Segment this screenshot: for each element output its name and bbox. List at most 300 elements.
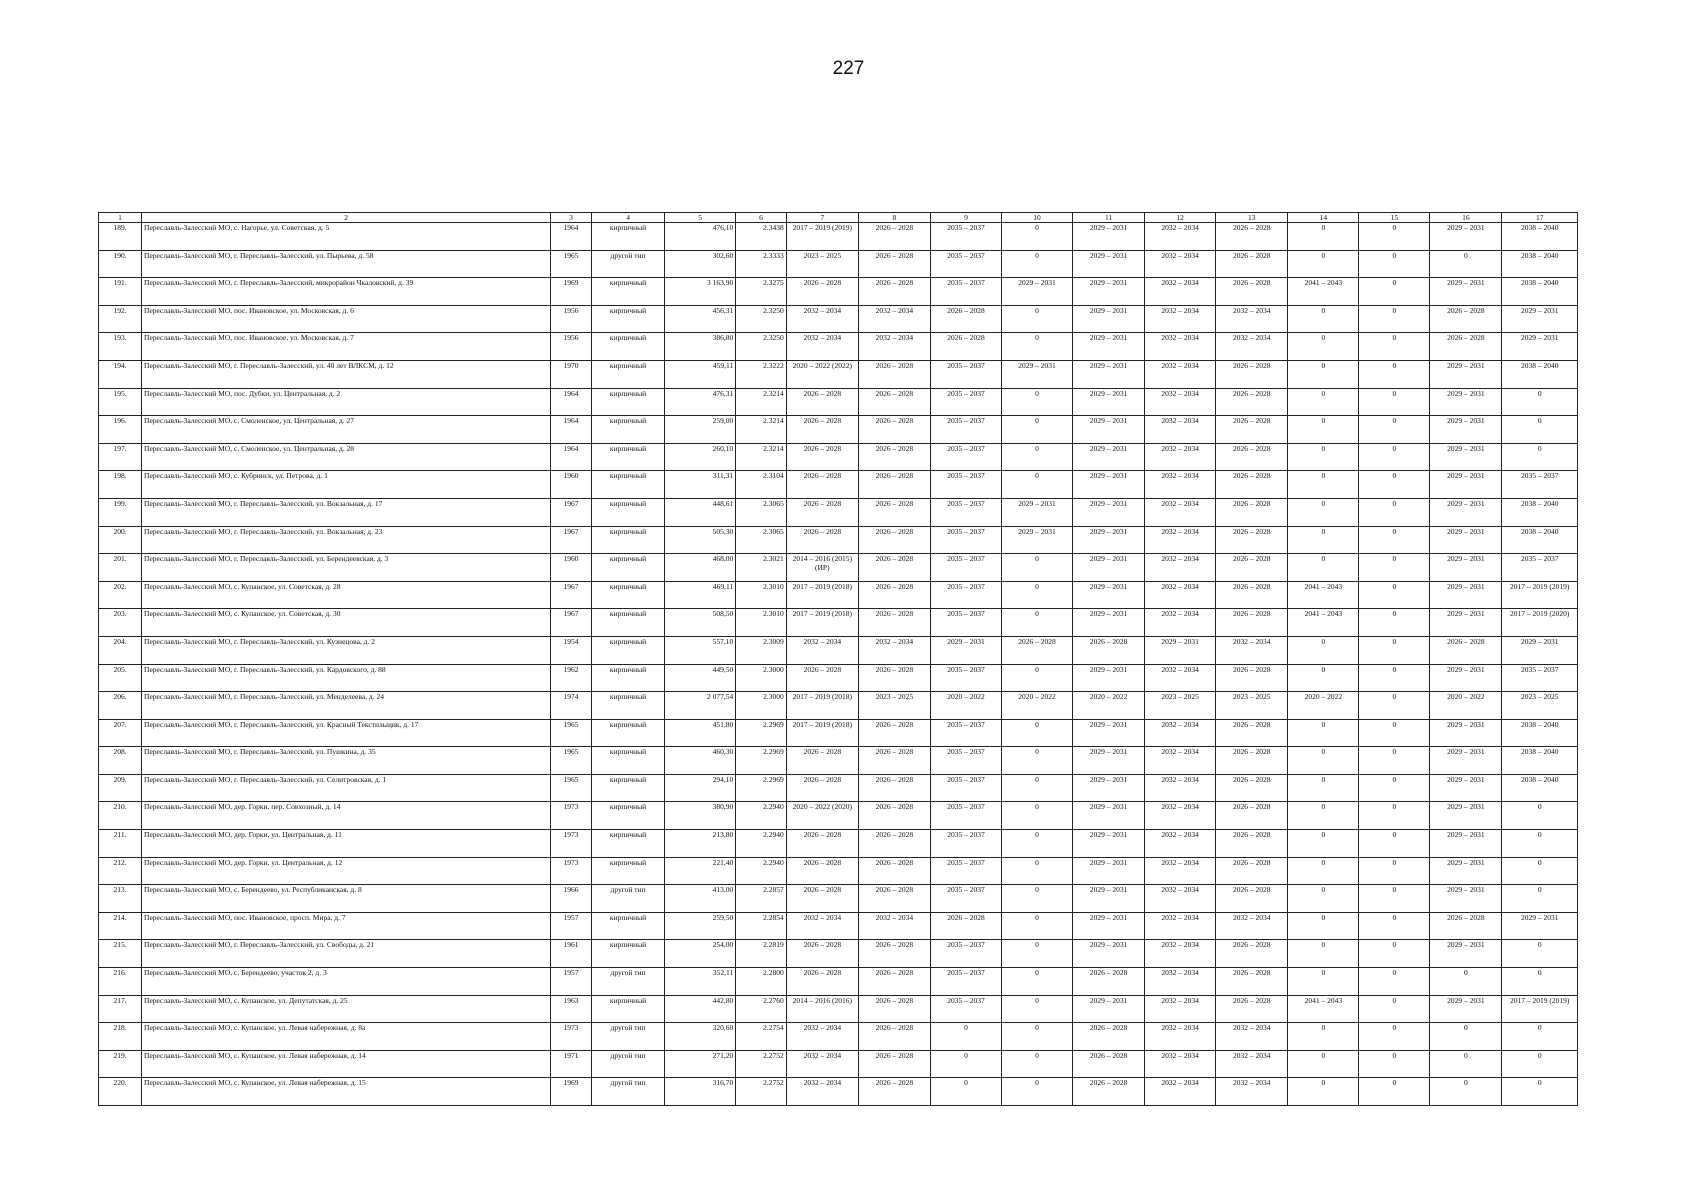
table-cell-col-7: 2026 – 2028	[786, 471, 858, 499]
table-cell-col-12: 2032 – 2034	[1145, 995, 1216, 1023]
table-row	[99, 416, 1578, 444]
table-cell-col-5: 468,00	[665, 554, 736, 582]
table-cell-col-7: 2026 – 2028	[786, 774, 858, 802]
table-cell-col-13: 2026 – 2028	[1216, 885, 1288, 913]
table-cell-col-6: 2.3104	[736, 471, 787, 499]
table-row	[99, 471, 1578, 499]
table-cell-col-6: 2.3010	[736, 609, 787, 637]
table-cell-col-5: 508,50	[665, 609, 736, 637]
table-cell-col-3: 1965	[551, 250, 592, 278]
table-cell-col-2: Переславль-Залесский МО, пос. Ивановское, ул. Московская, д. 6	[142, 305, 551, 333]
table-cell-col-10: 2029 – 2031	[1002, 360, 1073, 388]
table-cell-col-2: Переславль-Залесский МО, с. Берендеево, ул. Республиканская, д. 8	[142, 885, 551, 913]
table-cell-col-12: 2029 – 2031	[1145, 636, 1216, 664]
table-cell-col-1: 220.	[99, 1078, 142, 1106]
table-cell-col-15: 0	[1359, 1050, 1430, 1078]
table-cell-col-11: 2029 – 2031	[1073, 388, 1145, 416]
table-cell-col-9: 2020 – 2022	[930, 692, 1001, 720]
table-cell-col-6: 2.2969	[736, 774, 787, 802]
table-cell-col-17: 0	[1502, 1078, 1578, 1106]
table-cell-col-15: 0	[1359, 664, 1430, 692]
table-cell-col-11: 2029 – 2031	[1073, 554, 1145, 582]
table-cell-col-10: 0	[1002, 416, 1073, 444]
table-cell-col-13: 2026 – 2028	[1216, 940, 1288, 968]
table-cell-col-11: 2029 – 2031	[1073, 498, 1145, 526]
table-cell-col-5: 294,10	[665, 774, 736, 802]
table-cell-col-14: 0	[1288, 1023, 1359, 1051]
table-cell-col-12: 2032 – 2034	[1145, 940, 1216, 968]
table-cell-col-7: 2026 – 2028	[786, 664, 858, 692]
table-cell-col-7: 2020 – 2022 (2022)	[786, 360, 858, 388]
table-cell-col-16: 2026 – 2028	[1430, 636, 1502, 664]
table-cell-col-11: 2026 – 2028	[1073, 1023, 1145, 1051]
table-cell-col-10: 0	[1002, 802, 1073, 830]
table-cell-col-13: 2026 – 2028	[1216, 968, 1288, 996]
table-cell-col-2: Переславль-Залесский МО, с. Купанское, ул. Левая набережная, д. 14	[142, 1050, 551, 1078]
column-header-16: 16	[1430, 213, 1502, 223]
table-cell-col-5: 213,80	[665, 830, 736, 858]
table-cell-col-10: 0	[1002, 443, 1073, 471]
table-cell-col-17: 2017 – 2019 (2020)	[1502, 609, 1578, 637]
table-cell-col-17: 2023 – 2025	[1502, 692, 1578, 720]
table-cell-col-3: 1973	[551, 857, 592, 885]
table-cell-col-8: 2026 – 2028	[858, 747, 930, 775]
table-cell-col-5: 456,31	[665, 305, 736, 333]
table-cell-col-10: 0	[1002, 1050, 1073, 1078]
table-cell-col-17: 2035 – 2037	[1502, 554, 1578, 582]
table-cell-col-5: 476,10	[665, 223, 736, 251]
table-cell-col-16: 2029 – 2031	[1430, 774, 1502, 802]
table-cell-col-14: 0	[1288, 747, 1359, 775]
table-cell-col-4: кирпичный	[591, 747, 664, 775]
table-cell-col-4: другой тип	[591, 885, 664, 913]
table-cell-col-11: 2029 – 2031	[1073, 526, 1145, 554]
table-cell-col-15: 0	[1359, 968, 1430, 996]
table-cell-col-3: 1954	[551, 636, 592, 664]
table-cell-col-3: 1964	[551, 443, 592, 471]
table-cell-col-10: 2029 – 2031	[1002, 526, 1073, 554]
table-cell-col-13: 2026 – 2028	[1216, 830, 1288, 858]
table-cell-col-4: кирпичный	[591, 664, 664, 692]
table-cell-col-5: 469,11	[665, 581, 736, 609]
table-cell-col-7: 2026 – 2028	[786, 526, 858, 554]
table-cell-col-2: Переславль-Залесский МО, г. Переславль-Залесский, ул. Вокзальная, д. 17	[142, 498, 551, 526]
table-cell-col-16: 2029 – 2031	[1430, 554, 1502, 582]
table-cell-col-16: 2029 – 2031	[1430, 360, 1502, 388]
table-cell-col-10: 0	[1002, 774, 1073, 802]
table-cell-col-8: 2026 – 2028	[858, 443, 930, 471]
table-cell-col-15: 0	[1359, 554, 1430, 582]
table-cell-col-5: 260,10	[665, 443, 736, 471]
table-cell-col-4: кирпичный	[591, 581, 664, 609]
table-cell-col-9: 0	[930, 1023, 1001, 1051]
table-cell-col-8: 2026 – 2028	[858, 250, 930, 278]
table-cell-col-9: 2035 – 2037	[930, 664, 1001, 692]
table-cell-col-3: 1973	[551, 1023, 592, 1051]
table-cell-col-6: 2.3214	[736, 443, 787, 471]
column-header-17: 17	[1502, 213, 1578, 223]
table-cell-col-5: 320,60	[665, 1023, 736, 1051]
table-cell-col-2: Переславль-Залесский МО, с. Кубринск, ул. Петрова, д. 1	[142, 471, 551, 499]
table-cell-col-4: другой тип	[591, 1078, 664, 1106]
table-cell-col-15: 0	[1359, 1078, 1430, 1106]
table-row	[99, 664, 1578, 692]
table-cell-col-3: 1956	[551, 305, 592, 333]
table-cell-col-5: 3 163,90	[665, 278, 736, 306]
table-cell-col-15: 0	[1359, 609, 1430, 637]
table-cell-col-17: 2035 – 2037	[1502, 471, 1578, 499]
table-cell-col-16: 2029 – 2031	[1430, 471, 1502, 499]
column-header-3: 3	[551, 213, 592, 223]
table-cell-col-15: 0	[1359, 416, 1430, 444]
table-cell-col-9: 2035 – 2037	[930, 498, 1001, 526]
column-header-1: 1	[99, 213, 142, 223]
table-cell-col-11: 2029 – 2031	[1073, 857, 1145, 885]
table-cell-col-12: 2032 – 2034	[1145, 223, 1216, 251]
table-cell-col-17: 0	[1502, 1023, 1578, 1051]
table-cell-col-2: Переславль-Залесский МО, г. Переславль-Залесский, ул. Менделеева, д. 24	[142, 692, 551, 720]
table-cell-col-12: 2032 – 2034	[1145, 968, 1216, 996]
table-cell-col-9: 2035 – 2037	[930, 940, 1001, 968]
table-cell-col-13: 2026 – 2028	[1216, 278, 1288, 306]
table-cell-col-14: 2041 – 2043	[1288, 581, 1359, 609]
table-cell-col-17: 0	[1502, 802, 1578, 830]
table-cell-col-17: 2038 – 2040	[1502, 498, 1578, 526]
table-cell-col-14: 2041 – 2043	[1288, 609, 1359, 637]
table-cell-col-16: 2029 – 2031	[1430, 802, 1502, 830]
table-cell-col-12: 2032 – 2034	[1145, 747, 1216, 775]
table-cell-col-6: 2.3250	[736, 305, 787, 333]
table-cell-col-13: 2026 – 2028	[1216, 554, 1288, 582]
table-row	[99, 830, 1578, 858]
table-cell-col-8: 2026 – 2028	[858, 995, 930, 1023]
table-cell-col-10: 0	[1002, 747, 1073, 775]
table-cell-col-1: 199.	[99, 498, 142, 526]
table-cell-col-7: 2026 – 2028	[786, 416, 858, 444]
table-cell-col-10: 0	[1002, 223, 1073, 251]
table-cell-col-4: кирпичный	[591, 360, 664, 388]
table-cell-col-9: 2035 – 2037	[930, 250, 1001, 278]
table-cell-col-1: 217.	[99, 995, 142, 1023]
table-cell-col-3: 1962	[551, 664, 592, 692]
table-cell-col-13: 2026 – 2028	[1216, 416, 1288, 444]
table-cell-col-13: 2026 – 2028	[1216, 802, 1288, 830]
table-cell-col-14: 0	[1288, 554, 1359, 582]
table-cell-col-14: 0	[1288, 857, 1359, 885]
table-cell-col-11: 2029 – 2031	[1073, 278, 1145, 306]
table-cell-col-7: 2026 – 2028	[786, 940, 858, 968]
table-cell-col-16: 2029 – 2031	[1430, 719, 1502, 747]
table-cell-col-4: кирпичный	[591, 636, 664, 664]
table-cell-col-9: 2026 – 2028	[930, 333, 1001, 361]
table-cell-col-3: 1967	[551, 526, 592, 554]
table-cell-col-1: 208.	[99, 747, 142, 775]
table-cell-col-12: 2032 – 2034	[1145, 719, 1216, 747]
table-cell-col-6: 2.3021	[736, 554, 787, 582]
table-cell-col-7: 2032 – 2034	[786, 305, 858, 333]
table-cell-col-6: 2.2752	[736, 1078, 787, 1106]
table-cell-col-2: Переславль-Залесский МО, с. Смоленское, ул. Центральная, д. 27	[142, 416, 551, 444]
table-cell-col-15: 0	[1359, 443, 1430, 471]
table-cell-col-15: 0	[1359, 692, 1430, 720]
table-cell-col-16: 2029 – 2031	[1430, 857, 1502, 885]
table-row	[99, 940, 1578, 968]
table-cell-col-10: 0	[1002, 995, 1073, 1023]
table-cell-col-15: 0	[1359, 250, 1430, 278]
table-cell-col-11: 2029 – 2031	[1073, 609, 1145, 637]
table-cell-col-16: 2029 – 2031	[1430, 830, 1502, 858]
table-cell-col-13: 2026 – 2028	[1216, 747, 1288, 775]
table-cell-col-3: 1970	[551, 360, 592, 388]
table-cell-col-11: 2029 – 2031	[1073, 471, 1145, 499]
table-row	[99, 802, 1578, 830]
table-cell-col-14: 0	[1288, 719, 1359, 747]
table-cell-col-17: 2017 – 2019 (2019)	[1502, 995, 1578, 1023]
table-cell-col-17: 0	[1502, 940, 1578, 968]
table-cell-col-17: 0	[1502, 1050, 1578, 1078]
table-cell-col-6: 2.2940	[736, 830, 787, 858]
table-cell-col-6: 2.2800	[736, 968, 787, 996]
table-cell-col-12: 2032 – 2034	[1145, 830, 1216, 858]
table-cell-col-2: Переславль-Залесский МО, дер. Горки, ул. Центральная, д. 11	[142, 830, 551, 858]
table-cell-col-11: 2020 – 2022	[1073, 692, 1145, 720]
table-cell-col-14: 0	[1288, 940, 1359, 968]
table-cell-col-17: 2038 – 2040	[1502, 223, 1578, 251]
table-cell-col-5: 460,30	[665, 747, 736, 775]
table-cell-col-12: 2032 – 2034	[1145, 498, 1216, 526]
table-cell-col-6: 2.3222	[736, 360, 787, 388]
table-cell-col-9: 2035 – 2037	[930, 360, 1001, 388]
table-cell-col-9: 2035 – 2037	[930, 443, 1001, 471]
table-cell-col-6: 2.3333	[736, 250, 787, 278]
table-cell-col-14: 0	[1288, 664, 1359, 692]
table-cell-col-2: Переславль-Залесский МО, г. Переславль-Залесский, ул. Пырьева, д. 58	[142, 250, 551, 278]
table-cell-col-7: 2017 – 2019 (2018)	[786, 692, 858, 720]
table-cell-col-14: 0	[1288, 416, 1359, 444]
table-cell-col-2: Переславль-Залесский МО, г. Переславль-Залесский, ул. Пушкина, д. 35	[142, 747, 551, 775]
table-cell-col-11: 2029 – 2031	[1073, 912, 1145, 940]
table-cell-col-17: 2029 – 2031	[1502, 305, 1578, 333]
table-cell-col-16: 2029 – 2031	[1430, 747, 1502, 775]
table-cell-col-1: 202.	[99, 581, 142, 609]
table-cell-col-7: 2026 – 2028	[786, 498, 858, 526]
table-cell-col-1: 218.	[99, 1023, 142, 1051]
table-cell-col-17: 2029 – 2031	[1502, 333, 1578, 361]
table-cell-col-13: 2032 – 2034	[1216, 305, 1288, 333]
table-cell-col-7: 2032 – 2034	[786, 636, 858, 664]
table-cell-col-16: 2029 – 2031	[1430, 664, 1502, 692]
table-cell-col-3: 1964	[551, 223, 592, 251]
table-cell-col-11: 2029 – 2031	[1073, 774, 1145, 802]
table-row	[99, 223, 1578, 251]
table-cell-col-7: 2014 – 2016 (2016)	[786, 995, 858, 1023]
table-cell-col-6: 2.2854	[736, 912, 787, 940]
table-cell-col-5: 449,50	[665, 664, 736, 692]
table-cell-col-16: 0	[1430, 250, 1502, 278]
table-cell-col-14: 0	[1288, 1078, 1359, 1106]
table-cell-col-4: кирпичный	[591, 471, 664, 499]
table-cell-col-6: 2.3214	[736, 388, 787, 416]
table-cell-col-8: 2026 – 2028	[858, 857, 930, 885]
table-cell-col-14: 0	[1288, 471, 1359, 499]
column-header-10: 10	[1002, 213, 1073, 223]
table-cell-col-9: 2035 – 2037	[930, 278, 1001, 306]
table-cell-col-10: 0	[1002, 333, 1073, 361]
table-cell-col-12: 2032 – 2034	[1145, 857, 1216, 885]
table-cell-col-17: 2038 – 2040	[1502, 278, 1578, 306]
table-cell-col-2: Переславль-Залесский МО, дер. Горки, ул. Центральная, д. 12	[142, 857, 551, 885]
table-cell-col-11: 2026 – 2028	[1073, 1050, 1145, 1078]
table-cell-col-4: кирпичный	[591, 223, 664, 251]
table-cell-col-14: 0	[1288, 223, 1359, 251]
table-cell-col-8: 2026 – 2028	[858, 526, 930, 554]
table-cell-col-15: 0	[1359, 636, 1430, 664]
table-cell-col-13: 2026 – 2028	[1216, 360, 1288, 388]
table-cell-col-11: 2029 – 2031	[1073, 995, 1145, 1023]
table-cell-col-4: кирпичный	[591, 333, 664, 361]
table-cell-col-4: кирпичный	[591, 692, 664, 720]
table-cell-col-3: 1969	[551, 278, 592, 306]
table-cell-col-14: 0	[1288, 305, 1359, 333]
table-cell-col-16: 2029 – 2031	[1430, 609, 1502, 637]
table-cell-col-15: 0	[1359, 830, 1430, 858]
table-cell-col-2: Переславль-Залесский МО, пос. Ивановское, ул. Московская, д. 7	[142, 333, 551, 361]
table-row	[99, 443, 1578, 471]
table-cell-col-12: 2032 – 2034	[1145, 1023, 1216, 1051]
table-cell-col-13: 2023 – 2025	[1216, 692, 1288, 720]
table-cell-col-8: 2026 – 2028	[858, 1078, 930, 1106]
table-cell-col-13: 2026 – 2028	[1216, 609, 1288, 637]
table-cell-col-3: 1967	[551, 609, 592, 637]
table-cell-col-16: 2029 – 2031	[1430, 278, 1502, 306]
table-cell-col-5: 2 077,54	[665, 692, 736, 720]
table-cell-col-14: 0	[1288, 968, 1359, 996]
table-cell-col-10: 0	[1002, 664, 1073, 692]
table-cell-col-1: 214.	[99, 912, 142, 940]
table-row	[99, 305, 1578, 333]
table-cell-col-4: другой тип	[591, 1050, 664, 1078]
table-cell-col-16: 2029 – 2031	[1430, 995, 1502, 1023]
table-cell-col-16: 2029 – 2031	[1430, 443, 1502, 471]
table-cell-col-2: Переславль-Залесский МО, г. Переславль-Залесский, ул. Селитровская, д. 1	[142, 774, 551, 802]
table-cell-col-6: 2.3250	[736, 333, 787, 361]
table-cell-col-6: 2.3010	[736, 581, 787, 609]
table-cell-col-12: 2032 – 2034	[1145, 802, 1216, 830]
table-cell-col-4: кирпичный	[591, 940, 664, 968]
table-cell-col-8: 2032 – 2034	[858, 636, 930, 664]
table-row	[99, 968, 1578, 996]
table-cell-col-16: 2026 – 2028	[1430, 305, 1502, 333]
table-cell-col-12: 2032 – 2034	[1145, 609, 1216, 637]
table-cell-col-3: 1957	[551, 912, 592, 940]
table-cell-col-7: 2023 – 2025	[786, 250, 858, 278]
table-cell-col-1: 204.	[99, 636, 142, 664]
table-row	[99, 719, 1578, 747]
table-cell-col-16: 2029 – 2031	[1430, 498, 1502, 526]
table-cell-col-13: 2026 – 2028	[1216, 443, 1288, 471]
table-cell-col-11: 2026 – 2028	[1073, 1078, 1145, 1106]
table-cell-col-2: Переславль-Залесский МО, с. Купанское, ул. Депутатская, д. 25	[142, 995, 551, 1023]
table-cell-col-8: 2026 – 2028	[858, 802, 930, 830]
table-cell-col-5: 459,11	[665, 360, 736, 388]
table-cell-col-15: 0	[1359, 774, 1430, 802]
table-row	[99, 498, 1578, 526]
table-cell-col-2: Переславль-Залесский МО, пос. Дубки, ул. Центральная, д. 2	[142, 388, 551, 416]
table-cell-col-6: 2.2752	[736, 1050, 787, 1078]
table-cell-col-17: 2017 – 2019 (2019)	[1502, 581, 1578, 609]
table-cell-col-10: 0	[1002, 305, 1073, 333]
table-cell-col-13: 2026 – 2028	[1216, 526, 1288, 554]
table-cell-col-13: 2026 – 2028	[1216, 388, 1288, 416]
table-cell-col-7: 2026 – 2028	[786, 857, 858, 885]
table-cell-col-14: 0	[1288, 360, 1359, 388]
table-cell-col-1: 195.	[99, 388, 142, 416]
table-cell-col-3: 1965	[551, 719, 592, 747]
table-cell-col-9: 2035 – 2037	[930, 968, 1001, 996]
table-cell-col-4: кирпичный	[591, 609, 664, 637]
table-cell-col-17: 2038 – 2040	[1502, 774, 1578, 802]
table-cell-col-10: 0	[1002, 250, 1073, 278]
table-row	[99, 912, 1578, 940]
table-cell-col-5: 302,60	[665, 250, 736, 278]
column-header-11: 11	[1073, 213, 1145, 223]
table-cell-col-10: 2029 – 2031	[1002, 278, 1073, 306]
table-cell-col-5: 380,90	[665, 802, 736, 830]
table-cell-col-12: 2032 – 2034	[1145, 664, 1216, 692]
table-cell-col-4: кирпичный	[591, 802, 664, 830]
table-cell-col-9: 2035 – 2037	[930, 802, 1001, 830]
table-cell-col-11: 2029 – 2031	[1073, 940, 1145, 968]
table-cell-col-13: 2026 – 2028	[1216, 774, 1288, 802]
table-cell-col-3: 1960	[551, 471, 592, 499]
table-cell-col-15: 0	[1359, 995, 1430, 1023]
table-cell-col-2: Переславль-Залесский МО, г. Переславль-Залесский, ул. Вокзальная, д. 23	[142, 526, 551, 554]
table-row	[99, 995, 1578, 1023]
table-cell-col-17: 0	[1502, 388, 1578, 416]
table-cell-col-10: 0	[1002, 912, 1073, 940]
table-cell-col-8: 2026 – 2028	[858, 885, 930, 913]
table-cell-col-13: 2032 – 2034	[1216, 1078, 1288, 1106]
table-cell-col-4: другой тип	[591, 250, 664, 278]
table-cell-col-1: 196.	[99, 416, 142, 444]
table-cell-col-16: 2026 – 2028	[1430, 912, 1502, 940]
table-cell-col-5: 505,30	[665, 526, 736, 554]
table-cell-col-10: 0	[1002, 1023, 1073, 1051]
column-header-6: 6	[736, 213, 787, 223]
table-cell-col-3: 1967	[551, 498, 592, 526]
table-cell-col-16: 2020 – 2022	[1430, 692, 1502, 720]
table-cell-col-7: 2032 – 2034	[786, 912, 858, 940]
table-cell-col-8: 2026 – 2028	[858, 719, 930, 747]
table-cell-col-5: 352,11	[665, 968, 736, 996]
table-row	[99, 636, 1578, 664]
table-cell-col-10: 2029 – 2031	[1002, 498, 1073, 526]
table-cell-col-17: 2029 – 2031	[1502, 636, 1578, 664]
table-cell-col-16: 2029 – 2031	[1430, 416, 1502, 444]
table-cell-col-6: 2.3000	[736, 692, 787, 720]
table-cell-col-7: 2032 – 2034	[786, 1078, 858, 1106]
table-cell-col-15: 0	[1359, 360, 1430, 388]
table-cell-col-11: 2029 – 2031	[1073, 360, 1145, 388]
table-cell-col-4: кирпичный	[591, 443, 664, 471]
table-cell-col-4: кирпичный	[591, 857, 664, 885]
table-cell-col-2: Переславль-Залесский МО, с. Купанское, ул. Левая набережная, д. 8а	[142, 1023, 551, 1051]
table-cell-col-14: 0	[1288, 636, 1359, 664]
table-cell-col-10: 0	[1002, 609, 1073, 637]
table-cell-col-15: 0	[1359, 940, 1430, 968]
table-row	[99, 885, 1578, 913]
table-cell-col-15: 0	[1359, 305, 1430, 333]
